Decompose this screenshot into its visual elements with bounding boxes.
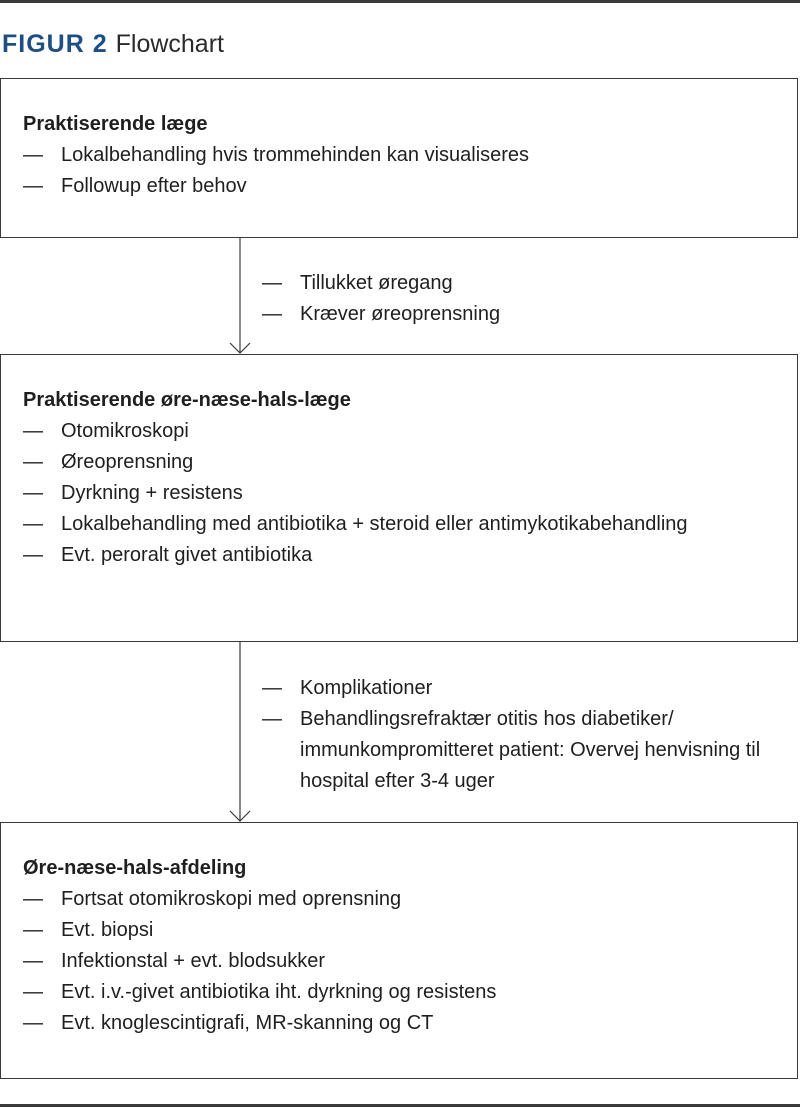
list-item <box>23 915 775 946</box>
figure-title: Flowchart <box>115 30 224 58</box>
list-item <box>23 171 775 202</box>
box-title: Øre-næse-hals-afdeling <box>23 857 247 879</box>
list-item <box>23 416 775 447</box>
box-item-list <box>23 884 775 1039</box>
list-item-text: Komplikationer <box>300 677 433 699</box>
list-item-text: Evt. i.v.-givet antibiotika iht. dyrkning og resistens <box>61 981 497 1003</box>
list-item-text: Dyrkning + resistens <box>61 482 243 504</box>
list-item-text: Evt. peroralt givet antibiotika <box>61 544 313 566</box>
list-item-text: Infektionstal + evt. blodsukker <box>61 950 326 972</box>
list-item-text: Kræver øreoprensning <box>300 303 501 325</box>
dash-bullet: — <box>23 950 43 972</box>
dash-bullet: — <box>23 144 43 166</box>
box-title: Praktiserende læge <box>23 113 208 135</box>
dash-bullet: — <box>23 1012 43 1034</box>
list-item <box>23 540 775 571</box>
list-item-text: Otomikroskopi <box>61 420 189 442</box>
dash-bullet: — <box>23 981 43 1003</box>
list-item <box>23 977 775 1008</box>
connector-conditions <box>262 268 782 330</box>
dash-bullet: — <box>23 175 43 197</box>
list-item <box>23 140 775 171</box>
dash-bullet: — <box>23 451 43 473</box>
box-title: Praktiserende øre-næse-hals-læge <box>23 389 351 411</box>
figure-label: FIGUR 2 <box>2 30 108 58</box>
list-item <box>23 946 775 977</box>
dash-bullet: — <box>262 677 282 699</box>
box-general-practitioner <box>0 78 798 238</box>
down-arrow-icon <box>228 238 252 354</box>
dash-bullet: — <box>23 919 43 941</box>
connector-item-list <box>262 268 782 330</box>
box-ent-specialist <box>0 354 798 642</box>
list-item <box>23 447 775 478</box>
dash-bullet: — <box>23 482 43 504</box>
box-item-list <box>23 416 775 571</box>
box-ent-department <box>0 822 798 1079</box>
dash-bullet: — <box>262 303 282 325</box>
list-item-text: Evt. biopsi <box>61 919 154 941</box>
list-item-text: Øreoprensning <box>61 451 194 473</box>
connector-item-list <box>262 673 782 797</box>
list-item <box>23 509 775 540</box>
list-item <box>262 704 782 797</box>
list-item-text: Lokalbehandling hvis trommehinden kan visualiseres <box>61 144 530 166</box>
list-item <box>23 478 775 509</box>
box-item-list <box>23 140 775 202</box>
list-item <box>262 673 782 704</box>
list-item <box>23 1008 775 1039</box>
connector-complications <box>262 673 782 797</box>
list-item-text: Lokalbehandling med antibiotika + steroid eller antimykotikabehandling <box>61 513 688 535</box>
down-arrow-icon <box>228 642 252 822</box>
dash-bullet: — <box>23 888 43 910</box>
bottom-rule <box>0 1104 800 1107</box>
figure-header <box>2 29 224 59</box>
list-item-text: Behandlingsrefraktær otitis hos diabetiker/ immunkompromitteret patient: Overvej henvisning til hospital efter 3-4 uger <box>300 708 761 792</box>
dash-bullet: — <box>262 708 282 730</box>
dash-bullet: — <box>23 420 43 442</box>
dash-bullet: — <box>23 513 43 535</box>
list-item-text: Followup efter behov <box>61 175 247 197</box>
list-item <box>262 268 782 299</box>
list-item-text: Tillukket øregang <box>300 272 453 294</box>
list-item-text: Fortsat otomikroskopi med oprensning <box>61 888 402 910</box>
top-rule <box>0 0 800 3</box>
list-item <box>23 884 775 915</box>
dash-bullet: — <box>23 544 43 566</box>
list-item-text: Evt. knoglescintigrafi, MR-skanning og CT <box>61 1012 434 1034</box>
dash-bullet: — <box>262 272 282 294</box>
list-item <box>262 299 782 330</box>
